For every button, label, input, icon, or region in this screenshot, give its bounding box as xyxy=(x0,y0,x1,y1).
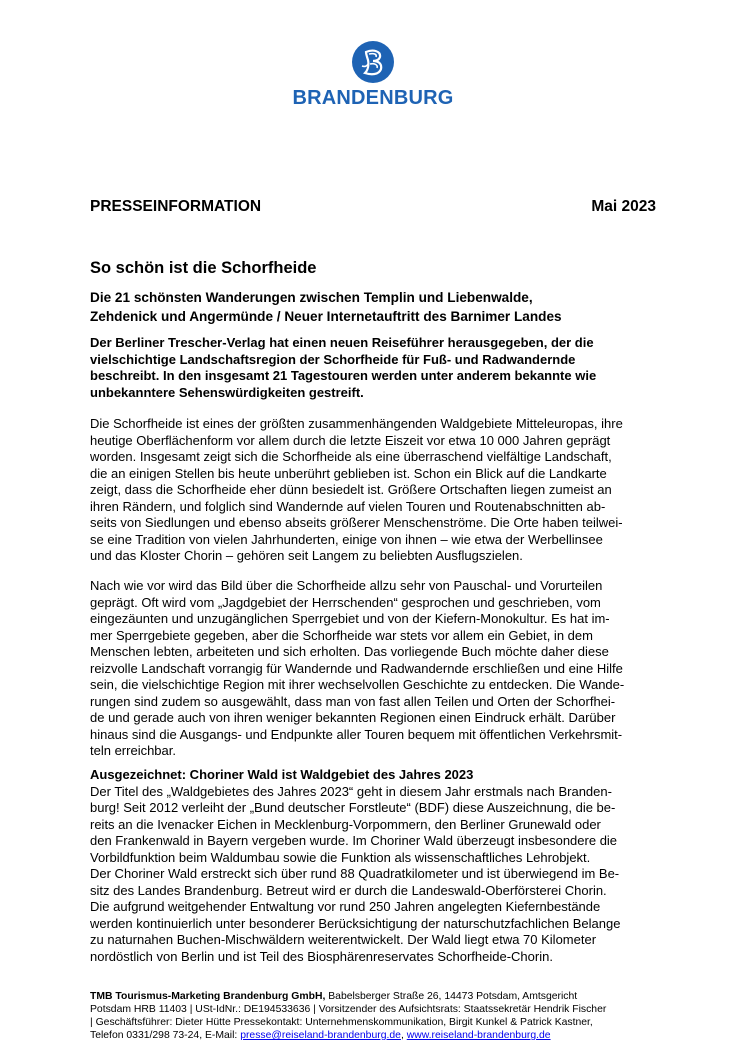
logo-wordmark: BRANDENBURG xyxy=(292,87,454,109)
paragraph-line: nordöstlich von Berlin und ist Teil des Biosphärenreservates Schorfheide-Chorin. xyxy=(90,948,553,964)
footer-email-link[interactable]: presse@reiseland-brandenburg.de xyxy=(240,1030,401,1041)
footer-separator: , xyxy=(400,1030,407,1041)
footer-company: TMB Tourismus-Marketing Brandenburg GmbH, xyxy=(90,991,326,1002)
paragraph-3 xyxy=(90,767,660,965)
paragraph-line: heutige Oberflächenform vor allem durch die letzte Eiszeit vor etwa 10 000 Jahren geprägt xyxy=(90,432,611,448)
paragraph-line: reizvolle Landschaft vorrangig für Wandernde und Radwandernde erschließen und eine Hilfe xyxy=(90,660,623,676)
press-label: PRESSEINFORMATION xyxy=(90,198,262,215)
press-header xyxy=(90,198,656,216)
footer xyxy=(90,990,660,1042)
lead-line: Der Berliner Trescher-Verlag hat einen neuen Reiseführer herausgegeben, der die xyxy=(90,335,594,350)
section-heading: Ausgezeichnet: Choriner Wald ist Waldgebiet des Jahres 2023 xyxy=(90,767,474,782)
paragraph-line: Der Titel des „Waldgebietes des Jahres 2023“ geht in diesem Jahr erstmals nach Branden- xyxy=(90,783,612,799)
paragraph-line: sitz des Landes Brandenburg. Betreut wird er durch die Landeswald-Oberförsterei Chorin. xyxy=(90,882,607,898)
paragraph-line: teln erreichbar. xyxy=(90,743,176,758)
page-title: So schön ist die Schorfheide xyxy=(90,259,317,277)
lead-line: beschreibt. In den insgesamt 21 Tagestouren werden unter anderem bekannte wie xyxy=(90,368,597,383)
paragraph-line: worden. Insgesamt zeigt sich die Schorfheide als eine überraschend vielfältige Landschaft, xyxy=(90,449,612,464)
paragraph-line: eingezäunten und unzugänglichen Sperrgebiet und von der Kiefern-Monokultur. Es hat im- xyxy=(90,611,610,626)
paragraph-line: mer Sperrgebiete gegeben, aber die Schorfheide war stets vor allem ein Gebiet, in dem xyxy=(90,627,593,643)
lead-paragraph xyxy=(90,335,660,401)
paragraph-line: und das Kloster Chorin – gehören seit Langem zu beliebten Ausflugszielen. xyxy=(90,548,523,563)
paragraph-1 xyxy=(90,416,660,565)
paragraph-line: de und gerade auch von ihren weniger bekannten Regionen einen Eindruck erhält. Darüber xyxy=(90,710,616,725)
footer-phone: Telefon 0331/298 73-24, E-Mail: xyxy=(90,1030,241,1041)
paragraph-line: Vorbildfunktion beim Waldumbau sowie die Funktion als wissenschaftliches Lehrobjekt. xyxy=(90,849,591,865)
lead-line: vielschichtige Landschaftsregion der Schorfheide für Fuß- und Radwandernde xyxy=(90,351,576,367)
paragraph-line: hinaus sind die Ausgangs- und Endpunkte aller Touren bequem mit öffentlichen Verkehrsmit- xyxy=(90,726,623,742)
paragraph-line: geprägt. Oft wird vom „Jagdgebiet der Herrschenden“ gesprochen und geschrieben, vom xyxy=(90,594,601,610)
press-date: Mai 2023 xyxy=(591,198,656,215)
paragraph-line: werden kontinuierlich unter besonderer Berücksichtigung der naturschutzfachlichen Belange xyxy=(90,915,621,931)
paragraph-line: seits von Siedlungen und ebenso abseits größerer Menschenströme. Die Orte haben teilwei- xyxy=(90,515,623,530)
paragraph-line: die an einigen Stellen bis heute unberührt geblieben ist. Schon ein Blick auf die Landkarte xyxy=(90,465,607,481)
footer-line-4 xyxy=(90,1029,660,1042)
lead-line: unbekanntere Sehenswürdigkeiten gestreift. xyxy=(90,384,364,400)
paragraph-line: zu naturnahen Buchen-Mischwäldern weiterentwickelt. Der Wald liegt etwa 70 Kilometer xyxy=(90,932,597,947)
brandenburg-b-eagle-icon xyxy=(351,40,395,84)
paragraph-line: reits an die Ivenacker Eichen in Mecklenburg-Vorpommern, den Berliner Grunewald oder xyxy=(90,816,601,832)
footer-line-3: | Geschäftsführer: Dieter Hütte Pressekontakt: Unternehmenskommunikation, Birgit Kunkel & Patrick Kastner, xyxy=(90,1017,593,1028)
paragraph-line: den Frankenwald in Bayern vergeben wurde. Im Choriner Wald überzeugt insbesondere die xyxy=(90,833,618,848)
subtitle-line: Zehdenick und Angermünde / Neuer Internetauftritt des Barnimer Landes xyxy=(90,309,562,324)
subtitle-line: Die 21 schönsten Wanderungen zwischen Templin und Liebenwalde, xyxy=(90,290,533,305)
paragraph-line: rungen sind zudem so ausgewählt, dass man von fast allen Teilen und Orten der Schorfhei- xyxy=(90,693,616,709)
footer-address: Babelsberger Straße 26, 14473 Potsdam, Amtsgericht xyxy=(325,991,578,1002)
paragraph-2 xyxy=(90,578,660,760)
footer-line-1 xyxy=(90,990,660,1003)
paragraph-line: Der Choriner Wald erstreckt sich über rund 88 Quadratkilometer und ist überwiegend im Be- xyxy=(90,866,620,881)
paragraph-line: Nach wie vor wird das Bild über die Schorfheide allzu sehr von Pauschal- und Vorurteilen xyxy=(90,578,603,593)
paragraph-line: se eine Tradition von vielen Jahrhunderten, einige von ihnen – wie etwa der Werbellinsee xyxy=(90,531,603,547)
paragraph-line: burg! Seit 2012 verleiht der „Bund deutscher Forstleute“ (BDF) diese Auszeichnung, die be- xyxy=(90,800,616,815)
paragraph-line: sein, die vielschichtige Region mit ihrer wechselvollen Geschichte zu entdecken. Die Wande- xyxy=(90,677,625,692)
paragraph-line: ihren Rändern, und folglich sind Wandernde auf vielen Touren und Routenabschnitten ab- xyxy=(90,498,606,514)
footer-website-link[interactable]: www.reiseland-brandenburg.de xyxy=(406,1030,551,1041)
footer-line-2: Potsdam HRB 11403 | USt-IdNr.: DE194533636 | Vorsitzender des Aufsichtsrats: Staatssekretär Hendrik Fischer xyxy=(90,1004,607,1015)
paragraph-line: Die aufgrund weitgehender Entwaltung vor rund 250 Jahren angelegten Kiefernbestände xyxy=(90,899,601,914)
paragraph-line: zeigt, dass die Schorfheide eher dünn besiedelt ist. Größere Ortschaften liegen zumeist an xyxy=(90,482,612,497)
paragraph-line: Menschen lebten, arbeiteten und sich erholten. Das vorliegende Buch möchte daher diese xyxy=(90,644,609,659)
subtitle xyxy=(90,288,670,326)
paragraph-line: Die Schorfheide ist eines der größten zusammenhängenden Waldgebiete Mitteleuropas, ihre xyxy=(90,416,623,431)
brandenburg-logo xyxy=(292,40,454,110)
